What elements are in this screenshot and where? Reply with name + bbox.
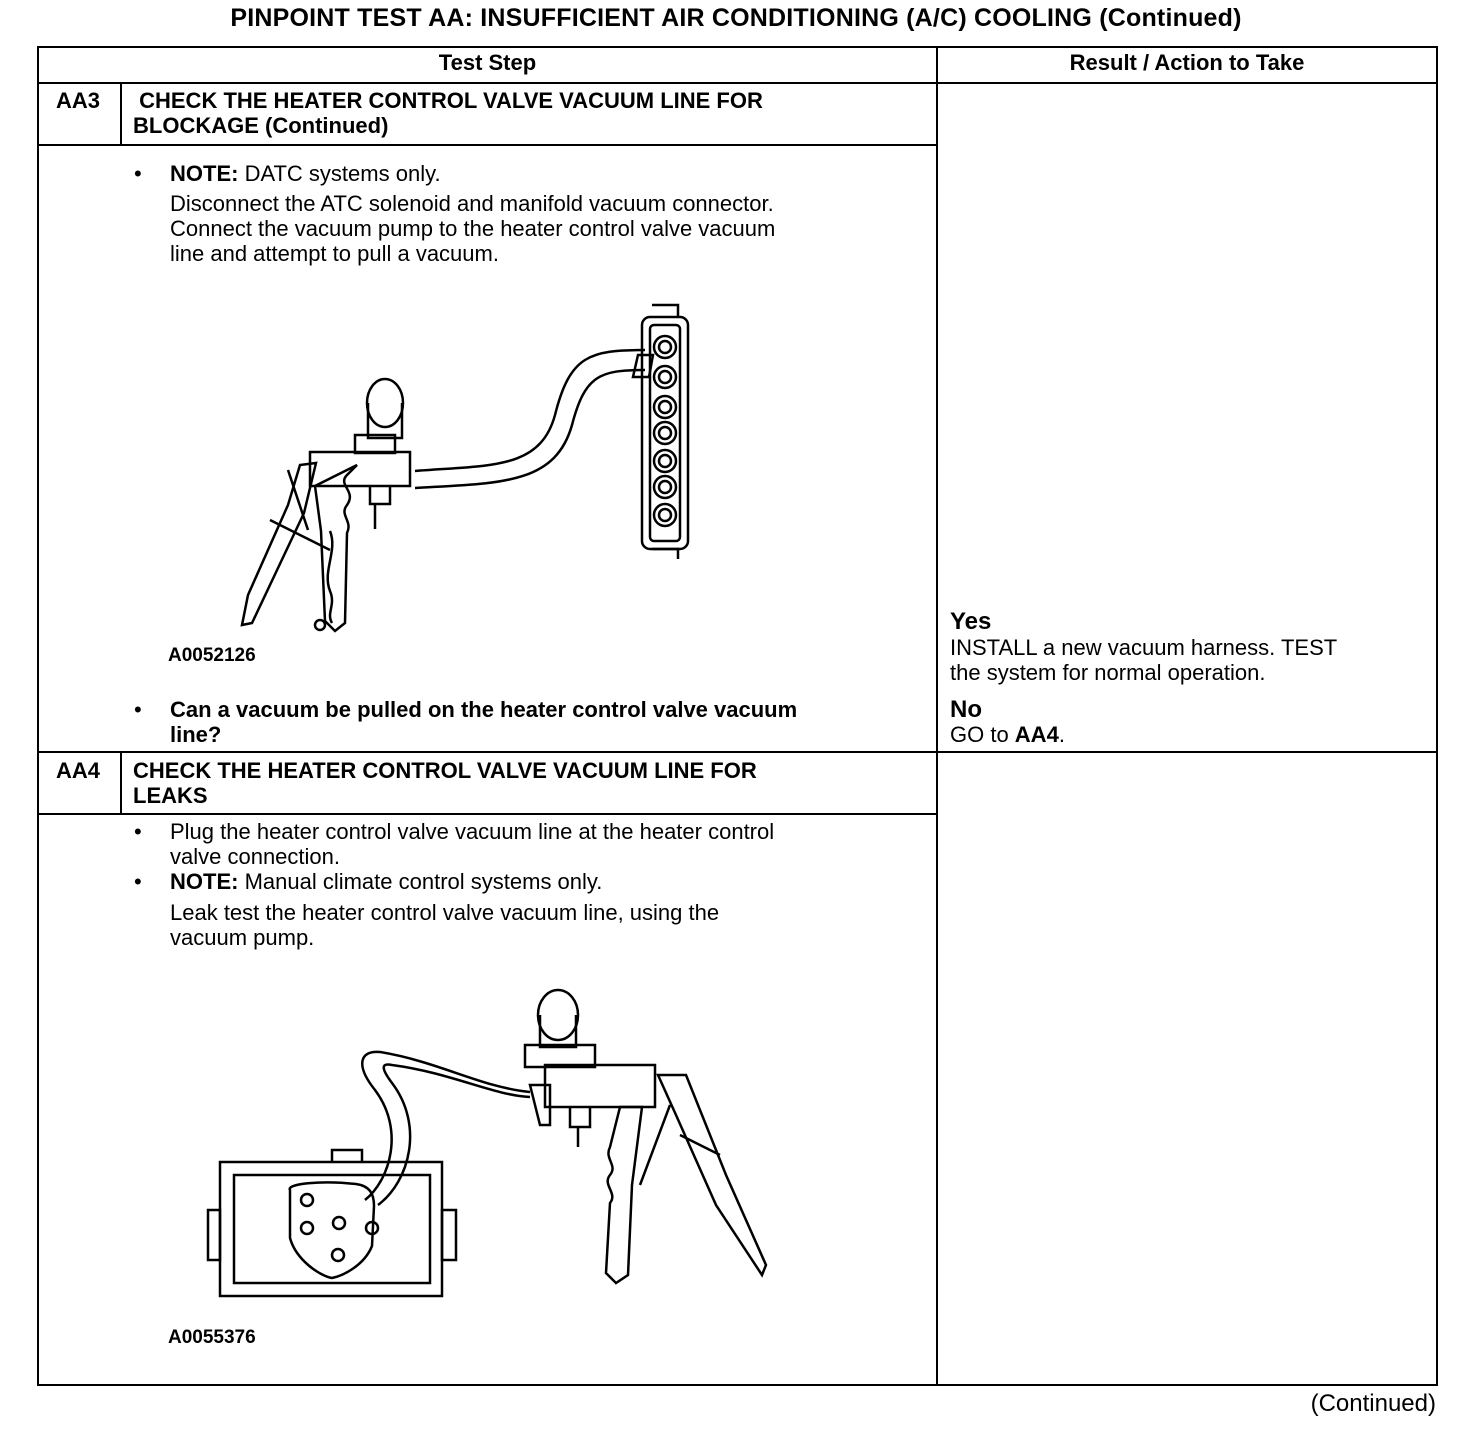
- vacuum-pump-connector-illustration: [190, 295, 720, 645]
- result-yes-label: Yes: [950, 608, 992, 635]
- vacuum-pump-valve-illustration: [200, 985, 780, 1305]
- bullet: •: [134, 161, 142, 186]
- question-text: Can a vacuum be pulled on the heater control valve vacuum line?: [170, 697, 798, 747]
- step-title-divider: [37, 813, 938, 815]
- step-title: CHECK THE HEATER CONTROL VALVE VACUUM LINE FOR BLOCKAGE (Continued): [133, 88, 763, 138]
- page-title: PINPOINT TEST AA: INSUFFICIENT AIR CONDITIONING (A/C) COOLING (Continued): [230, 4, 1242, 32]
- instruction-text: Leak test the heater control valve vacuum line, using the vacuum pump.: [170, 900, 720, 950]
- id-divider: [120, 752, 122, 814]
- column-header-result: Result / Action to Take: [1069, 50, 1305, 75]
- bullet: •: [134, 869, 142, 894]
- instruction-text: Plug the heater control valve vacuum line at the heater control valve connection.: [170, 819, 775, 869]
- result-no-action[interactable]: GO to AA4.: [950, 722, 1065, 747]
- step-title: CHECK THE HEATER CONTROL VALVE VACUUM LINE FOR LEAKS: [133, 758, 757, 808]
- note-line: NOTE: DATC systems only.: [170, 161, 441, 186]
- bullet: •: [134, 819, 142, 844]
- goto-step-link[interactable]: AA4: [1014, 722, 1059, 747]
- step-id: AA4: [56, 758, 101, 783]
- id-divider: [120, 83, 122, 145]
- result-yes-action: INSTALL a new vacuum harness. TEST the system for normal operation.: [950, 635, 1338, 685]
- step-divider: [37, 751, 1438, 753]
- step-title-divider: [37, 144, 938, 146]
- result-no-label: No: [950, 696, 982, 723]
- header-divider: [37, 82, 1438, 84]
- note-line: NOTE: Manual climate control systems only.: [170, 869, 603, 894]
- column-header-test-step: Test Step: [438, 50, 537, 75]
- figure-id: A0052126: [168, 645, 256, 666]
- instruction-text: Disconnect the ATC solenoid and manifold vacuum connector. Connect the vacuum pump to the heater control valve vacuum line and attempt to pull a vacuum.: [170, 191, 776, 266]
- bullet: •: [134, 697, 142, 722]
- column-divider: [936, 46, 938, 1386]
- continued-label: (Continued): [1310, 1390, 1436, 1417]
- step-id: AA3: [56, 88, 101, 113]
- figure-id: A0055376: [168, 1327, 256, 1348]
